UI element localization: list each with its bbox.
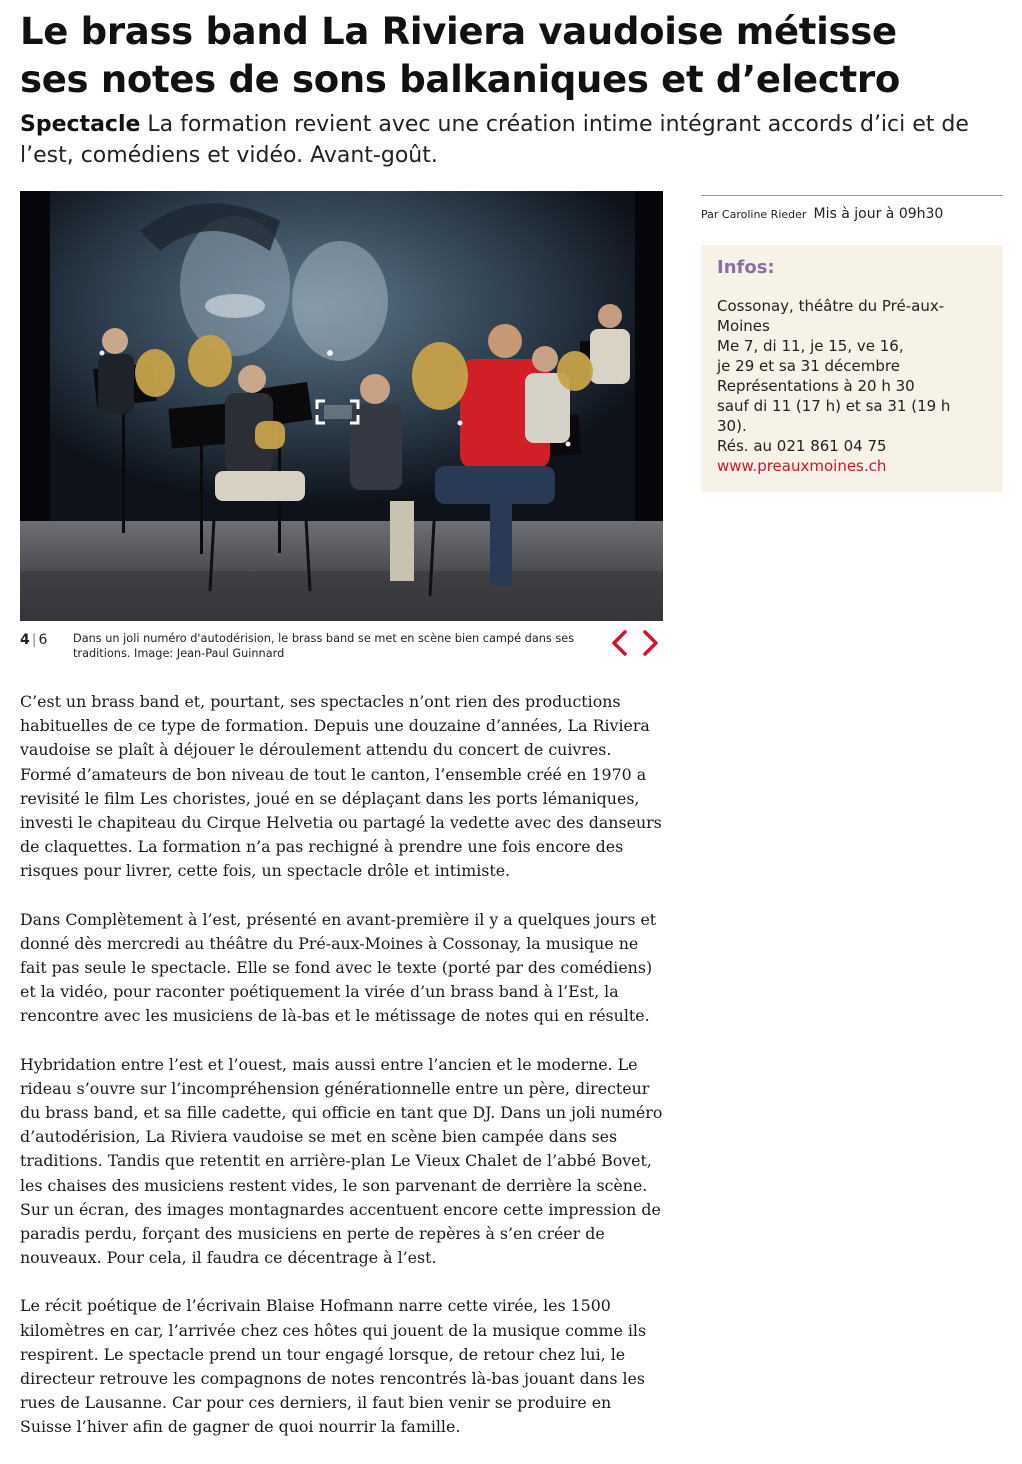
gallery-controls [20, 630, 663, 662]
info-box [701, 245, 1003, 492]
info-line: Cossonay, théâtre du Pré-aux- [717, 297, 945, 315]
byline [701, 203, 1003, 222]
info-line: sauf di 11 (17 h) et sa 31 (19 h [717, 397, 951, 415]
article-lead [20, 109, 1010, 171]
article-headline [20, 8, 1010, 104]
headline-line-1: Le brass band La Riviera vaudoise métisse [20, 10, 897, 53]
chevron-right-icon [640, 630, 660, 656]
info-line: Moines [717, 317, 770, 335]
lead-kicker: Spectacle [20, 112, 141, 137]
byline-updated: Mis à jour à 09h30 [813, 206, 944, 222]
info-line: Représentations à 20 h 30 [717, 377, 915, 395]
info-line: 30). [717, 417, 747, 435]
info-box-website-link[interactable]: www.preauxmoines.ch [717, 457, 887, 475]
body-paragraph: C’est un brass band et, pourtant, ses spectacles n’ont rien des productions habituelles de ce type de formation. Depuis une douzaine d’années, La Riviera vaudoise se plaît à déjouer le déroulement attendu du concert de cuivres. Formé d’amateurs de bon niveau de tout le canton, l’ensemble créé en 1970 a revisité le film Les choristes, joué en se déplaçant dans les ports lémaniques, investi le chapiteau du Cirque Helvetia ou partagé la vedette avec des danseurs de claquettes. La formation n’a pas rechigné à prendre une fois encore des risques pour livrer, cette fois, un spectacle drôle et intimiste. [20, 692, 662, 881]
byline-author: Par Caroline Rieder [701, 208, 807, 221]
gallery-total: 6 [38, 632, 48, 648]
body-paragraph: Le récit poétique de l’écrivain Blaise Hofmann narre cette virée, les 1500 kilomètres en car, l’arrivée chez ces hôtes qui jouent de la musique comme ils respirent. Le spectacle prend un tour engagé lorsque, de retour chez lui, le directeur retrouve les compagnons de notes rencontrés là-bas jouant dans les rues de Lausanne. Car pour ces derniers, il faut bien venir se produire en Suisse l’hiver afin de gagner de quoi nourrir la famille. [20, 1296, 647, 1437]
info-line: Me 7, di 11, je 15, ve 16, [717, 337, 904, 355]
gallery-current-index: 4 [20, 632, 30, 648]
article-body [20, 690, 665, 1464]
gallery-prev-button[interactable] [610, 630, 630, 656]
chevron-left-icon [610, 630, 630, 656]
gallery-next-button[interactable] [640, 630, 660, 656]
gallery-photo[interactable] [20, 191, 663, 621]
info-line: je 29 et sa 31 décembre [717, 357, 900, 375]
gallery-caption: Dans un joli numéro d'autodérision, le brass band se met en scène bien campé dans ses traditions. Image: Jean-Paul Guinnard [73, 632, 575, 660]
gallery-counter-separator: | [31, 632, 37, 648]
stage-photo-illustration [20, 191, 663, 621]
gallery-counter [20, 632, 47, 648]
body-paragraph: Dans Complètement à l’est, présenté en avant-première il y a quelques jours et donné dès mercredi au théâtre du Pré-aux-Moines à Cossonay, la musique ne fait pas seule le spectacle. Elle se fond avec le texte (porté par des comédiens) et la vidéo, pour raconter poétiquement la virée d’un brass band à l’Est, la rencontre avec les musiciens de là-bas et le métissage de notes qui en résulte. [20, 909, 657, 1026]
info-box-title: Infos: [717, 257, 775, 278]
headline-line-2: ses notes de sons balkaniques et d’electro [20, 58, 900, 101]
byline-divider [701, 195, 1003, 196]
body-paragraph: Hybridation entre l’est et l’ouest, mais aussi entre l’ancien et le moderne. Le rideau s’ouvre sur l’incompréhension générationnelle entre un père, directeur du brass band, et sa fille cadette, qui officie en tant que DJ. Dans un joli numéro d’autodérision, La Riviera vaudoise se met en scène bien campée dans ses traditions. Tandis que retentit en arrière-plan Le Vieux Chalet de l’abbé Bovet, les chaises des musiciens restent vides, le son parvenant de derrière la scène. Sur un écran, des images montagnardes accentuent encore cette impression de paradis perdu, forçant des musiciens en perte de repères à s’en créer de nouveaux. Pour cela, il faudra ce décentrage à l’est. [20, 1054, 663, 1268]
info-line: Rés. au 021 861 04 75 [717, 437, 887, 455]
lead-text: La formation revient avec une création intime intégrant accords d’ici et de l’est, comédiens et vidéo. Avant-goût. [20, 112, 969, 168]
